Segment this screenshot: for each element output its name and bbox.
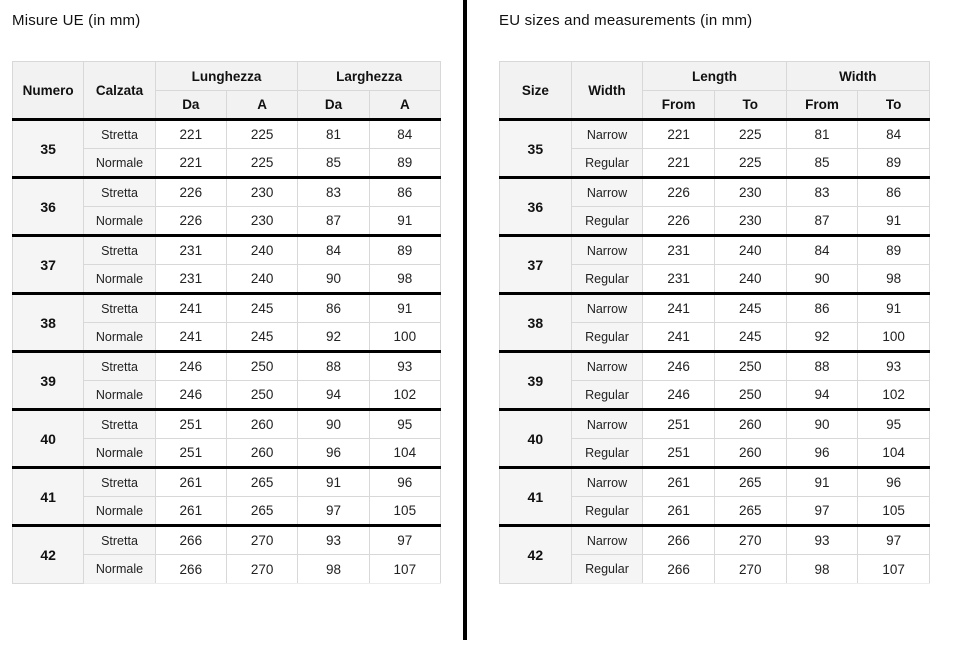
value-cell: 85 bbox=[298, 149, 369, 178]
table-row bbox=[500, 410, 930, 439]
sub-header-length-from: From bbox=[643, 91, 715, 120]
value-cell: 261 bbox=[155, 468, 226, 497]
fit-cell: Normale bbox=[84, 439, 155, 468]
value-cell: 230 bbox=[714, 207, 786, 236]
value-cell: 221 bbox=[643, 149, 715, 178]
table-row bbox=[13, 410, 441, 439]
fit-cell: Narrow bbox=[571, 178, 643, 207]
size-cell: 40 bbox=[13, 410, 84, 468]
value-cell: 84 bbox=[858, 120, 930, 149]
value-cell: 225 bbox=[226, 149, 297, 178]
sub-header-width-from: Da bbox=[298, 91, 369, 120]
value-cell: 97 bbox=[369, 526, 440, 555]
value-cell: 84 bbox=[369, 120, 440, 149]
value-cell: 225 bbox=[714, 120, 786, 149]
value-cell: 81 bbox=[298, 120, 369, 149]
fit-cell: Stretta bbox=[84, 178, 155, 207]
value-cell: 250 bbox=[714, 352, 786, 381]
value-cell: 105 bbox=[858, 497, 930, 526]
value-cell: 100 bbox=[369, 323, 440, 352]
size-cell: 36 bbox=[500, 178, 572, 236]
fit-cell: Normale bbox=[84, 555, 155, 584]
value-cell: 96 bbox=[298, 439, 369, 468]
fit-cell: Stretta bbox=[84, 120, 155, 149]
value-cell: 241 bbox=[155, 294, 226, 323]
value-cell: 265 bbox=[226, 468, 297, 497]
value-cell: 96 bbox=[369, 468, 440, 497]
value-cell: 261 bbox=[155, 497, 226, 526]
value-cell: 89 bbox=[858, 149, 930, 178]
col-header-fit: Calzata bbox=[84, 62, 155, 120]
value-cell: 240 bbox=[714, 236, 786, 265]
value-cell: 95 bbox=[369, 410, 440, 439]
value-cell: 100 bbox=[858, 323, 930, 352]
size-cell: 39 bbox=[500, 352, 572, 410]
fit-cell: Normale bbox=[84, 265, 155, 294]
sub-header-length-to: To bbox=[714, 91, 786, 120]
size-cell: 41 bbox=[13, 468, 84, 526]
group-header-width: Width bbox=[786, 62, 929, 91]
value-cell: 240 bbox=[226, 265, 297, 294]
panel-italian bbox=[12, 12, 441, 584]
fit-cell: Narrow bbox=[571, 410, 643, 439]
table-row bbox=[500, 352, 930, 381]
value-cell: 270 bbox=[226, 555, 297, 584]
fit-cell: Normale bbox=[84, 149, 155, 178]
value-cell: 102 bbox=[369, 381, 440, 410]
value-cell: 266 bbox=[643, 526, 715, 555]
size-cell: 37 bbox=[500, 236, 572, 294]
value-cell: 96 bbox=[786, 439, 858, 468]
fit-cell: Stretta bbox=[84, 294, 155, 323]
value-cell: 85 bbox=[786, 149, 858, 178]
fit-cell: Stretta bbox=[84, 236, 155, 265]
value-cell: 96 bbox=[858, 468, 930, 497]
fit-cell: Stretta bbox=[84, 352, 155, 381]
value-cell: 93 bbox=[298, 526, 369, 555]
table-body bbox=[13, 120, 441, 584]
table-row bbox=[13, 236, 441, 265]
fit-cell: Normale bbox=[84, 207, 155, 236]
value-cell: 265 bbox=[226, 497, 297, 526]
value-cell: 86 bbox=[298, 294, 369, 323]
fit-cell: Regular bbox=[571, 207, 643, 236]
value-cell: 260 bbox=[714, 410, 786, 439]
value-cell: 261 bbox=[643, 497, 715, 526]
value-cell: 246 bbox=[155, 381, 226, 410]
value-cell: 266 bbox=[155, 526, 226, 555]
value-cell: 105 bbox=[369, 497, 440, 526]
value-cell: 87 bbox=[786, 207, 858, 236]
fit-cell: Narrow bbox=[571, 120, 643, 149]
value-cell: 83 bbox=[786, 178, 858, 207]
value-cell: 266 bbox=[155, 555, 226, 584]
panel-english bbox=[499, 12, 930, 584]
size-table-italian bbox=[12, 61, 441, 584]
value-cell: 240 bbox=[226, 236, 297, 265]
value-cell: 221 bbox=[155, 120, 226, 149]
value-cell: 86 bbox=[858, 178, 930, 207]
value-cell: 97 bbox=[786, 497, 858, 526]
value-cell: 245 bbox=[714, 323, 786, 352]
value-cell: 251 bbox=[155, 439, 226, 468]
value-cell: 240 bbox=[714, 265, 786, 294]
value-cell: 98 bbox=[786, 555, 858, 584]
value-cell: 245 bbox=[714, 294, 786, 323]
value-cell: 246 bbox=[643, 381, 715, 410]
col-header-size: Size bbox=[500, 62, 572, 120]
size-cell: 39 bbox=[13, 352, 84, 410]
value-cell: 94 bbox=[298, 381, 369, 410]
size-cell: 41 bbox=[500, 468, 572, 526]
sub-header-width-to: To bbox=[858, 91, 930, 120]
table-row bbox=[13, 120, 441, 149]
value-cell: 91 bbox=[858, 294, 930, 323]
sub-header-length-to: A bbox=[226, 91, 297, 120]
value-cell: 241 bbox=[643, 323, 715, 352]
table-row bbox=[13, 352, 441, 381]
size-cell: 40 bbox=[500, 410, 572, 468]
value-cell: 91 bbox=[786, 468, 858, 497]
value-cell: 107 bbox=[369, 555, 440, 584]
fit-cell: Stretta bbox=[84, 526, 155, 555]
value-cell: 104 bbox=[858, 439, 930, 468]
value-cell: 261 bbox=[643, 468, 715, 497]
value-cell: 226 bbox=[643, 207, 715, 236]
value-cell: 221 bbox=[643, 120, 715, 149]
value-cell: 90 bbox=[786, 265, 858, 294]
table-header bbox=[13, 62, 441, 120]
value-cell: 93 bbox=[369, 352, 440, 381]
value-cell: 88 bbox=[298, 352, 369, 381]
value-cell: 251 bbox=[155, 410, 226, 439]
col-header-size: Numero bbox=[13, 62, 84, 120]
fit-cell: Stretta bbox=[84, 468, 155, 497]
panel-title-italian: Misure UE (in mm) bbox=[12, 12, 141, 29]
value-cell: 88 bbox=[786, 352, 858, 381]
value-cell: 91 bbox=[369, 207, 440, 236]
table-row bbox=[500, 468, 930, 497]
value-cell: 245 bbox=[226, 323, 297, 352]
value-cell: 221 bbox=[155, 149, 226, 178]
sub-header-width-from: From bbox=[786, 91, 858, 120]
fit-cell: Regular bbox=[571, 323, 643, 352]
value-cell: 265 bbox=[714, 497, 786, 526]
value-cell: 231 bbox=[155, 236, 226, 265]
size-cell: 38 bbox=[500, 294, 572, 352]
value-cell: 92 bbox=[298, 323, 369, 352]
value-cell: 90 bbox=[298, 265, 369, 294]
sub-header-length-from: Da bbox=[155, 91, 226, 120]
value-cell: 81 bbox=[786, 120, 858, 149]
value-cell: 230 bbox=[226, 207, 297, 236]
value-cell: 83 bbox=[298, 178, 369, 207]
size-cell: 36 bbox=[13, 178, 84, 236]
value-cell: 250 bbox=[226, 381, 297, 410]
fit-cell: Narrow bbox=[571, 352, 643, 381]
table-row bbox=[13, 294, 441, 323]
value-cell: 260 bbox=[714, 439, 786, 468]
value-cell: 231 bbox=[643, 236, 715, 265]
header-row-groups bbox=[500, 62, 930, 91]
table-row bbox=[500, 236, 930, 265]
value-cell: 241 bbox=[643, 294, 715, 323]
value-cell: 95 bbox=[858, 410, 930, 439]
value-cell: 225 bbox=[226, 120, 297, 149]
fit-cell: Regular bbox=[571, 381, 643, 410]
fit-cell: Normale bbox=[84, 497, 155, 526]
value-cell: 87 bbox=[298, 207, 369, 236]
value-cell: 250 bbox=[714, 381, 786, 410]
table-row bbox=[500, 526, 930, 555]
fit-cell: Regular bbox=[571, 149, 643, 178]
value-cell: 92 bbox=[786, 323, 858, 352]
table-row bbox=[13, 468, 441, 497]
fit-cell: Regular bbox=[571, 265, 643, 294]
value-cell: 84 bbox=[786, 236, 858, 265]
size-cell: 42 bbox=[500, 526, 572, 584]
value-cell: 91 bbox=[298, 468, 369, 497]
value-cell: 97 bbox=[298, 497, 369, 526]
size-cell: 35 bbox=[500, 120, 572, 178]
value-cell: 98 bbox=[858, 265, 930, 294]
value-cell: 260 bbox=[226, 410, 297, 439]
fit-cell: Narrow bbox=[571, 468, 643, 497]
value-cell: 251 bbox=[643, 410, 715, 439]
table-body bbox=[500, 120, 930, 584]
group-header-length: Lunghezza bbox=[155, 62, 298, 91]
fit-cell: Narrow bbox=[571, 236, 643, 265]
table-header bbox=[500, 62, 930, 120]
col-header-fit: Width bbox=[571, 62, 643, 120]
value-cell: 98 bbox=[298, 555, 369, 584]
table-row bbox=[500, 178, 930, 207]
value-cell: 226 bbox=[643, 178, 715, 207]
value-cell: 89 bbox=[369, 236, 440, 265]
value-cell: 86 bbox=[786, 294, 858, 323]
value-cell: 230 bbox=[226, 178, 297, 207]
value-cell: 107 bbox=[858, 555, 930, 584]
value-cell: 226 bbox=[155, 207, 226, 236]
value-cell: 270 bbox=[714, 526, 786, 555]
fit-cell: Normale bbox=[84, 381, 155, 410]
value-cell: 231 bbox=[643, 265, 715, 294]
value-cell: 84 bbox=[298, 236, 369, 265]
value-cell: 93 bbox=[858, 352, 930, 381]
value-cell: 251 bbox=[643, 439, 715, 468]
sub-header-width-to: A bbox=[369, 91, 440, 120]
value-cell: 104 bbox=[369, 439, 440, 468]
fit-cell: Normale bbox=[84, 323, 155, 352]
value-cell: 266 bbox=[643, 555, 715, 584]
value-cell: 250 bbox=[226, 352, 297, 381]
table-row bbox=[500, 120, 930, 149]
value-cell: 270 bbox=[226, 526, 297, 555]
value-cell: 246 bbox=[155, 352, 226, 381]
value-cell: 98 bbox=[369, 265, 440, 294]
group-header-width: Larghezza bbox=[298, 62, 441, 91]
size-cell: 42 bbox=[13, 526, 84, 584]
header-row-groups bbox=[13, 62, 441, 91]
size-cell: 37 bbox=[13, 236, 84, 294]
value-cell: 102 bbox=[858, 381, 930, 410]
value-cell: 94 bbox=[786, 381, 858, 410]
value-cell: 90 bbox=[298, 410, 369, 439]
value-cell: 230 bbox=[714, 178, 786, 207]
fit-cell: Stretta bbox=[84, 410, 155, 439]
value-cell: 91 bbox=[369, 294, 440, 323]
value-cell: 246 bbox=[643, 352, 715, 381]
group-header-length: Length bbox=[643, 62, 786, 91]
fit-cell: Narrow bbox=[571, 294, 643, 323]
size-table-english bbox=[499, 61, 930, 584]
value-cell: 91 bbox=[858, 207, 930, 236]
value-cell: 93 bbox=[786, 526, 858, 555]
table-row bbox=[13, 526, 441, 555]
value-cell: 89 bbox=[858, 236, 930, 265]
value-cell: 225 bbox=[714, 149, 786, 178]
value-cell: 89 bbox=[369, 149, 440, 178]
value-cell: 231 bbox=[155, 265, 226, 294]
vertical-divider bbox=[463, 0, 467, 640]
value-cell: 226 bbox=[155, 178, 226, 207]
fit-cell: Regular bbox=[571, 439, 643, 468]
value-cell: 241 bbox=[155, 323, 226, 352]
fit-cell: Regular bbox=[571, 497, 643, 526]
size-cell: 38 bbox=[13, 294, 84, 352]
value-cell: 97 bbox=[858, 526, 930, 555]
panel-title-english: EU sizes and measurements (in mm) bbox=[499, 12, 753, 29]
table-row bbox=[500, 294, 930, 323]
value-cell: 270 bbox=[714, 555, 786, 584]
fit-cell: Narrow bbox=[571, 526, 643, 555]
value-cell: 90 bbox=[786, 410, 858, 439]
value-cell: 265 bbox=[714, 468, 786, 497]
value-cell: 245 bbox=[226, 294, 297, 323]
table-row bbox=[13, 178, 441, 207]
size-cell: 35 bbox=[13, 120, 84, 178]
fit-cell: Regular bbox=[571, 555, 643, 584]
value-cell: 260 bbox=[226, 439, 297, 468]
value-cell: 86 bbox=[369, 178, 440, 207]
